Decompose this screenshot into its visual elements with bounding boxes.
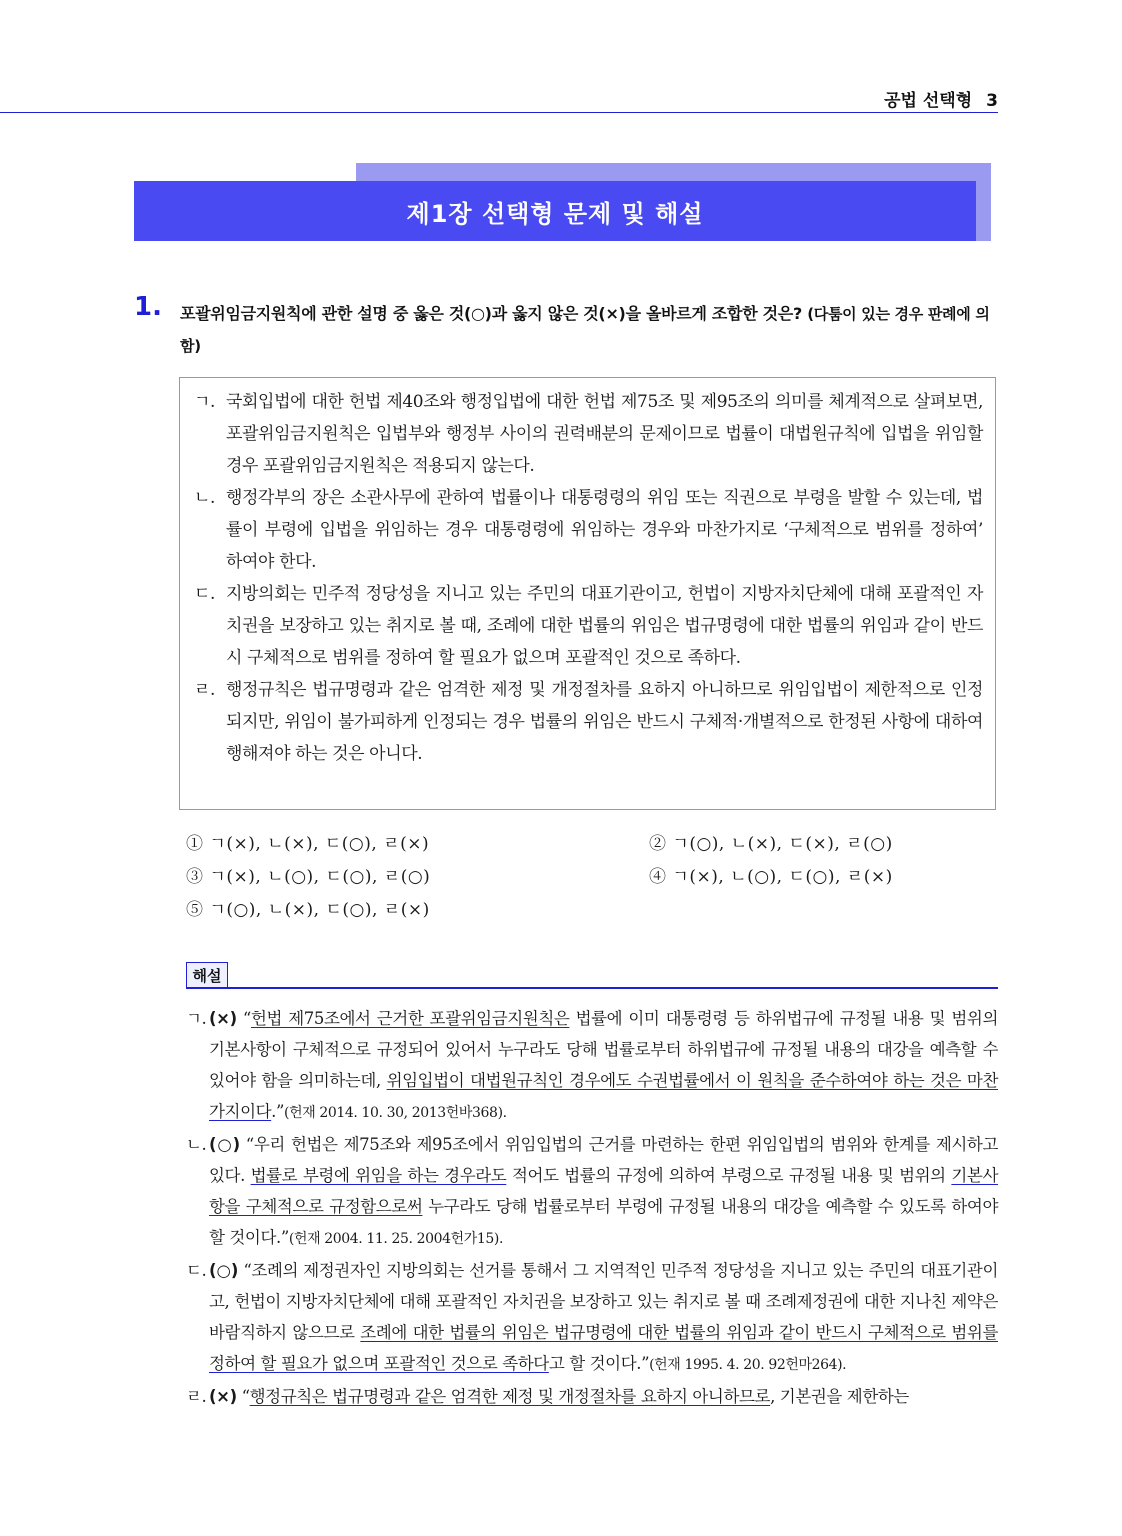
statement-item xyxy=(194,578,983,674)
question-note: (다툼이 있는 경우 판례에 의함) xyxy=(180,305,990,355)
statement-marker: ㄹ. xyxy=(194,680,216,700)
running-header xyxy=(884,86,998,111)
verdict-badge: (×) xyxy=(209,1009,237,1028)
verdict-badge: (×) xyxy=(209,1387,237,1406)
statement-marker: ㄴ. xyxy=(194,488,216,508)
underlined-text: 법률로 부령에 위임을 하는 경우라도 xyxy=(250,1166,507,1185)
statement-item xyxy=(194,674,983,770)
statement-marker: ㄱ. xyxy=(194,392,216,412)
choice-4[interactable]: ④ ㄱ(×), ㄴ(○), ㄷ(○), ㄹ(×) xyxy=(649,867,893,887)
explanation-text: , 기본권을 제한하는 xyxy=(770,1387,909,1406)
statement-text: 행정규칙은 법규명령과 같은 엄격한 제정 및 개정절차를 요하지 아니하므로 위임입법이 제한적으로 인정되지만, 위임이 불가피하게 인정되는 경우 법률의 위임은 반드시 구체적·개별적으로 한정된 사항에 대하여 행해져야 하는 것은 아니다. xyxy=(226,680,983,764)
quote-mark: “ xyxy=(241,1387,250,1406)
explanation-marker: ㄷ. xyxy=(186,1261,207,1280)
question-text: 포괄위임금지원칙에 관한 설명 중 옳은 것(○)과 옳지 않은 것(×)을 올바르게 조합한 것은? xyxy=(180,304,802,323)
explanation-text: “조례의 제정권자인 지방의회는 선거를 통해서 그 지역적인 민주적 정당성을 지니고 있는 주민의 대표기관이고, 헌법이 지방자치단체에 대해 포괄적인 자치권을 보장하고 있는 취지로 볼 때 조례제정권에 대한 지나친 제약은 바람직하지 않으므로 xyxy=(209,1261,998,1342)
statement-item xyxy=(194,482,983,578)
explanation-marker: ㄴ. xyxy=(186,1135,207,1154)
underlined-text: 기본사항을 구체적으로 규정함으로써 xyxy=(209,1166,998,1216)
choice-1[interactable]: ① ㄱ(×), ㄴ(×), ㄷ(○), ㄹ(×) xyxy=(186,834,430,854)
underlined-text: 행정규칙은 법규명령과 같은 엄격한 제정 및 개정절차를 요하지 아니하므로 xyxy=(249,1387,771,1406)
underlined-text: 헌법 제75조에서 근거한 포괄위임금지원칙은 xyxy=(250,1009,570,1028)
explanation-rule xyxy=(186,987,998,989)
explanation-text: .” xyxy=(271,1102,285,1121)
explanation-marker: ㄹ. xyxy=(186,1387,207,1406)
header-rule xyxy=(0,112,998,113)
statement-text: 지방의회는 민주적 정당성을 지니고 있는 주민의 대표기관이고, 헌법이 지방자치단체에 대해 포괄적인 자치권을 보장하고 있는 취지로 볼 때, 조례에 대한 법률의 위임은 법규명령에 대한 법률의 위임과 같이 반드시 구체적으로 범위를 정하여 할 필요가 없으며 포괄적인 것으로 족하다. xyxy=(226,584,983,668)
underlined-text: 조례에 대한 법률의 위임은 법규명령에 대한 법률의 위임과 같이 반드시 구체적으로 범위를 정하여 할 필요가 없으며 포괄적인 것으로 족하다 xyxy=(209,1323,998,1373)
chapter-banner: 제1장 선택형 문제 및 해설 xyxy=(134,181,976,241)
choice-5[interactable]: ⑤ ㄱ(○), ㄴ(×), ㄷ(○), ㄹ(×) xyxy=(186,900,430,920)
answer-choices xyxy=(186,828,966,927)
explanation-text: “우리 헌법은 제75조와 제95조에서 위임입법의 근거를 마련하는 한편 위임입법의 범위와 한계를 제시하고 있다. xyxy=(209,1135,998,1185)
question-number: 1. xyxy=(134,292,162,322)
case-citation: (헌재 2004. 11. 25. 2004헌가15). xyxy=(288,1231,504,1247)
page-number: 3 xyxy=(986,91,998,111)
explanation-label: 해설 xyxy=(186,962,228,988)
explanation-item xyxy=(186,1381,998,1412)
statement-text: 국회입법에 대한 헌법 제40조와 행정입법에 대한 헌법 제75조 및 제95조의 의미를 체계적으로 살펴보면, 포괄위임금지원칙은 입법부와 행정부 사이의 권력배분의 문제이므로 법률이 대법원규칙에 입법을 위임할 경우 포괄위임금지원칙은 적용되지 않는다. xyxy=(226,392,983,476)
explanation-body xyxy=(186,1003,998,1412)
statement-item xyxy=(194,386,983,482)
verdict-badge: (○) xyxy=(209,1135,240,1154)
statement-text: 행정각부의 장은 소관사무에 관하여 법률이나 대통령령의 위임 또는 직권으로 부령을 발할 수 있는데, 법률이 부령에 입법을 위임하는 경우 대통령령에 위임하는 경우와 마찬가지로 ‘구체적으로 범위를 정하여’ 하여야 한다. xyxy=(226,488,983,572)
explanation-marker: ㄱ. xyxy=(186,1009,207,1028)
choice-2[interactable]: ② ㄱ(○), ㄴ(×), ㄷ(×), ㄹ(○) xyxy=(649,834,893,854)
statement-box xyxy=(179,377,996,810)
explanation-text: 누구라도 당해 법률로부터 부령에 규정될 내용의 대강을 예측할 수 있도록 하여야 할 것이다.” xyxy=(209,1197,998,1247)
explanation-item xyxy=(186,1129,998,1255)
verdict-badge: (○) xyxy=(209,1261,239,1280)
quote-mark: “ xyxy=(242,1009,251,1028)
statement-marker: ㄷ. xyxy=(194,584,216,604)
section-title: 공법 선택형 xyxy=(884,91,973,111)
explanation-item xyxy=(186,1003,998,1129)
explanation-text: 법률에 이미 대통령령 등 하위법규에 규정될 내용 및 범위의 기본사항이 구체적으로 규정되어 있어서 누구라도 당해 법률로부터 하위법규에 규정될 내용의 대강을 예측할 수 있어야 함을 의미하는데, xyxy=(209,1009,998,1090)
case-citation: (헌재 2014. 10. 30, 2013헌바368). xyxy=(284,1105,507,1121)
choice-3[interactable]: ③ ㄱ(×), ㄴ(○), ㄷ(○), ㄹ(○) xyxy=(186,867,431,887)
explanation-text: 고 할 것이다.” xyxy=(548,1354,650,1373)
case-citation: (헌재 1995. 4. 20. 92헌마264). xyxy=(649,1357,847,1373)
explanation-item xyxy=(186,1255,998,1381)
underlined-text: 위임입법이 대법원규칙인 경우에도 수권법률에서 이 원칙을 준수하여야 하는 것은 마찬가지이다 xyxy=(209,1071,998,1121)
explanation-text: 적어도 법률의 규정에 의하여 부령으로 규정될 내용 및 범위의 xyxy=(506,1166,952,1185)
question-stem xyxy=(180,298,1000,362)
